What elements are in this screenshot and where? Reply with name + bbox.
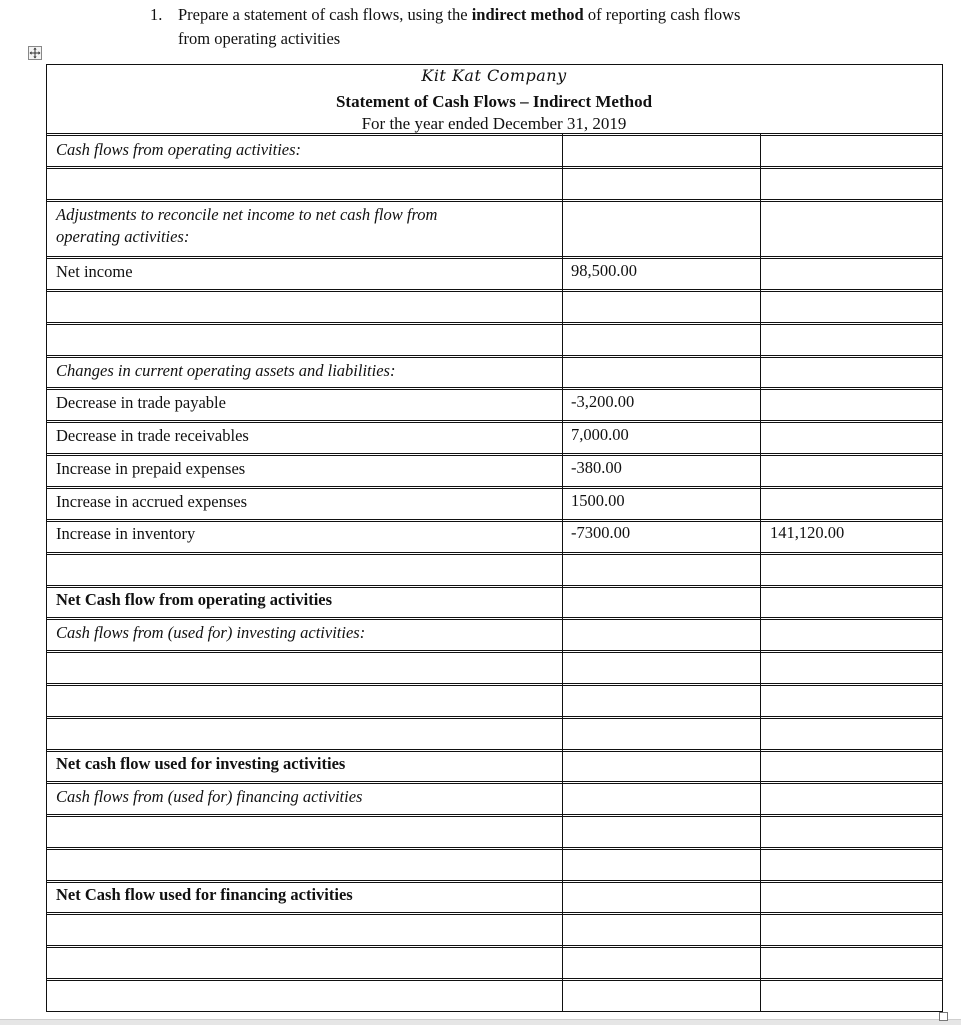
row-divider xyxy=(46,617,943,618)
document-bottom-edge xyxy=(0,1019,961,1025)
row-divider xyxy=(46,420,943,421)
row-divider xyxy=(46,914,943,915)
table-resize-handle[interactable] xyxy=(939,1012,948,1021)
row-divider xyxy=(46,619,943,620)
row-divider xyxy=(46,355,943,356)
row-divider xyxy=(46,980,943,981)
row-divider xyxy=(46,291,943,292)
row-divider xyxy=(46,519,943,520)
instruction-bold: indirect method xyxy=(471,5,584,24)
net-operating-label: Net Cash flow from operating activities xyxy=(56,590,333,609)
row-divider xyxy=(46,488,943,489)
row-divider xyxy=(46,552,943,553)
instruction-text xyxy=(178,3,878,51)
row-divider xyxy=(46,882,943,883)
inventory-amount: -7300.00 xyxy=(571,523,631,542)
changes-heading: Changes in current operating assets and liabilities: xyxy=(56,361,396,380)
row-divider xyxy=(46,718,943,719)
row-divider xyxy=(46,554,943,555)
row-divider xyxy=(46,683,943,684)
investing-heading: Cash flows from (used for) investing activities: xyxy=(56,623,366,642)
row-divider xyxy=(46,751,943,752)
row-divider xyxy=(46,453,943,454)
prepaid-expenses-amount: -380.00 xyxy=(571,458,622,477)
trade-receivables-label: Decrease in trade receivables xyxy=(56,426,249,445)
inventory-label: Increase in inventory xyxy=(56,524,196,543)
statement-period: For the year ended December 31, 2019 xyxy=(361,114,627,133)
adjustments-heading-line2: operating activities: xyxy=(56,227,190,246)
operating-activities-heading: Cash flows from operating activities: xyxy=(56,140,302,159)
row-divider xyxy=(46,912,943,913)
row-divider xyxy=(46,521,943,522)
row-divider xyxy=(46,880,943,881)
row-divider xyxy=(46,716,943,717)
row-divider xyxy=(46,256,943,257)
net-income-label: Net income xyxy=(56,262,133,281)
accrued-expenses-amount: 1500.00 xyxy=(571,491,625,510)
accrued-expenses-label: Increase in accrued expenses xyxy=(56,492,248,511)
instruction-line1-post: of reporting cash flows xyxy=(583,5,741,24)
row-divider xyxy=(46,650,943,651)
row-divider xyxy=(46,166,943,167)
row-divider xyxy=(46,455,943,456)
instruction-line1-pre: Prepare a statement of cash flows, using the xyxy=(178,5,472,24)
move-arrows-icon xyxy=(29,47,41,59)
row-divider xyxy=(46,685,943,686)
row-divider xyxy=(46,258,943,259)
row-divider xyxy=(46,816,943,817)
company-name: Kit Kat Company xyxy=(421,66,567,85)
trade-payable-amount: -3,200.00 xyxy=(571,392,635,411)
net-investing-label: Net cash flow used for investing activities xyxy=(56,754,346,773)
row-divider xyxy=(46,199,943,200)
row-divider xyxy=(46,585,943,586)
row-divider xyxy=(46,357,943,358)
row-divider xyxy=(46,814,943,815)
operating-total: 141,120.00 xyxy=(770,523,845,542)
statement-title: Statement of Cash Flows – Indirect Method xyxy=(335,92,653,111)
instruction-number: 1. xyxy=(150,5,163,24)
row-divider xyxy=(46,783,943,784)
row-divider xyxy=(46,945,943,946)
row-divider xyxy=(46,289,943,290)
row-divider xyxy=(46,201,943,202)
row-divider xyxy=(46,422,943,423)
row-divider xyxy=(46,652,943,653)
table-border-top xyxy=(46,64,943,65)
row-divider xyxy=(46,847,943,848)
row-divider xyxy=(46,978,943,979)
row-divider xyxy=(46,387,943,388)
instruction-line2: from operating activities xyxy=(178,29,341,48)
table-move-handle[interactable] xyxy=(28,46,42,60)
net-income-amount: 98,500.00 xyxy=(571,261,637,280)
net-financing-label: Net Cash flow used for financing activities xyxy=(56,885,353,904)
trade-payable-label: Decrease in trade payable xyxy=(56,393,226,412)
table-border-bottom xyxy=(46,1011,943,1012)
adjustments-heading-line1: Adjustments to reconcile net income to net cash flow from xyxy=(56,205,438,224)
row-divider xyxy=(46,587,943,588)
table-border-right xyxy=(942,64,943,1012)
row-divider xyxy=(46,849,943,850)
row-divider xyxy=(46,168,943,169)
row-divider xyxy=(46,324,943,325)
row-divider xyxy=(46,947,943,948)
prepaid-expenses-label: Increase in prepaid expenses xyxy=(56,459,246,478)
row-divider xyxy=(46,749,943,750)
row-divider xyxy=(46,486,943,487)
row-divider xyxy=(46,322,943,323)
trade-receivables-amount: 7,000.00 xyxy=(571,425,629,444)
row-divider xyxy=(46,389,943,390)
row-divider xyxy=(46,781,943,782)
financing-heading: Cash flows from (used for) financing activities xyxy=(56,787,363,806)
table-border-left xyxy=(46,64,47,1012)
row-divider xyxy=(46,135,943,136)
